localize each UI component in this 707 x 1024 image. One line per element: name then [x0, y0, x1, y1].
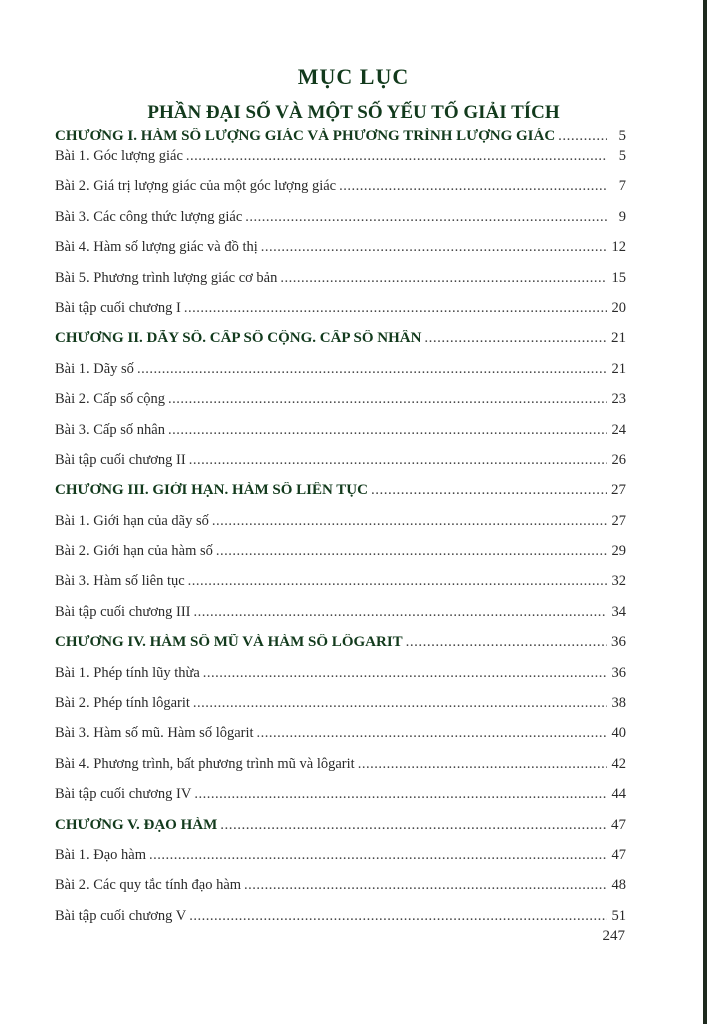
- toc-lesson-entry: [55, 361, 626, 391]
- toc-lesson-entry: [55, 543, 626, 573]
- page-number: 247: [602, 928, 625, 944]
- toc-entry-label: Bài 1. Góc lượng giác: [55, 148, 183, 164]
- toc-entry-page: 51: [611, 907, 626, 924]
- toc-lesson-entry: [55, 604, 626, 634]
- toc-entry-label: Bài 3. Hàm số mũ. Hàm số lôgarit: [55, 725, 254, 742]
- dot-leader: [193, 695, 607, 712]
- dot-leader: [245, 209, 607, 226]
- toc-lesson-entry: [55, 452, 626, 482]
- toc-entry-label: CHƯƠNG V. ĐẠO HÀM: [55, 816, 218, 833]
- toc-entry-page: 21: [611, 330, 626, 347]
- toc-lesson-entry: [55, 148, 626, 178]
- toc-entry-page: 24: [611, 421, 626, 438]
- toc-chapter-entry: [55, 330, 626, 360]
- toc-entry-page: 7: [618, 178, 626, 195]
- dot-leader: [168, 391, 607, 408]
- toc-entry-page: 15: [611, 269, 626, 286]
- toc-entry-page: 5: [618, 128, 626, 144]
- toc-lesson-entry: [55, 725, 626, 755]
- toc-entry-label: Bài 1. Giới hạn của dãy số: [55, 512, 209, 529]
- toc-entry-page: 9: [618, 208, 626, 225]
- dot-leader: [194, 604, 607, 621]
- toc-lesson-entry: [55, 695, 626, 725]
- toc-entry-page: 21: [611, 360, 626, 377]
- toc-entry-label: Bài 2. Cấp số cộng: [55, 391, 165, 408]
- toc-entry-label: Bài 2. Giới hạn của hàm số: [55, 543, 213, 560]
- toc-entry-label: Bài 3. Hàm số liên tục: [55, 573, 185, 590]
- toc-entry-page: 32: [611, 573, 626, 590]
- toc-lesson-entry: [55, 665, 626, 695]
- toc-entry-label: CHƯƠNG III. GIỚI HẠN. HÀM SỐ LIÊN TỤC: [55, 482, 368, 499]
- toc-entry-label: Bài tập cuối chương I: [55, 299, 181, 316]
- toc-entry-label: Bài 4. Phương trình, bất phương trình mũ và lôgarit: [55, 755, 355, 772]
- toc-entry-label: Bài 3. Các công thức lượng giác: [55, 208, 243, 225]
- dot-leader: [244, 877, 607, 894]
- toc-entry-page: 38: [611, 695, 626, 712]
- toc-entry-label: Bài 4. Hàm số lượng giác và đồ thị: [55, 239, 258, 256]
- toc-lesson-entry: [55, 908, 626, 938]
- dot-leader: [424, 330, 607, 347]
- toc-entry-label: Bài 1. Dãy số: [55, 360, 134, 377]
- dot-leader: [184, 300, 607, 317]
- toc-lesson-entry: [55, 300, 626, 330]
- dot-leader: [186, 148, 607, 165]
- toc-entry-label: Bài 1. Đạo hàm: [55, 846, 147, 863]
- toc-lesson-entry: [55, 178, 626, 208]
- toc-entry-label: Bài 5. Phương trình lượng giác cơ bản: [55, 269, 278, 286]
- toc-entry-page: 42: [611, 755, 626, 772]
- toc-lesson-entry: [55, 786, 626, 816]
- toc-entry-page: 36: [611, 634, 626, 651]
- toc-entry-label: CHƯƠNG I. HÀM SỐ LƯỢNG GIÁC VÀ PHƯƠNG TRÌNH LƯỢNG GIÁC: [55, 128, 556, 144]
- toc-entry-label: Bài 2. Giá trị lượng giác của một góc lượng giác: [55, 178, 337, 195]
- toc-entry-label: Bài tập cuối chương II: [55, 451, 186, 468]
- toc-entry-page: 34: [611, 603, 626, 620]
- toc-entry-page: 40: [611, 725, 626, 742]
- section-heading: PHẦN ĐẠI SỐ VÀ MỘT SỐ YẾU TỐ GIẢI TÍCH: [147, 102, 560, 123]
- dot-leader: [212, 513, 607, 530]
- dot-leader: [339, 178, 607, 195]
- dot-leader: [188, 573, 607, 590]
- toc-entry-label: CHƯƠNG IV. HÀM SỐ MŨ VÀ HÀM SỐ LÔGARIT: [55, 634, 403, 651]
- toc-entry-label: Bài 2. Các quy tắc tính đạo hàm: [55, 877, 242, 894]
- page-title: MỤC LỤC: [297, 64, 410, 89]
- toc-lesson-entry: [55, 877, 626, 907]
- toc-chapter-entry: [55, 817, 626, 847]
- toc-lesson-entry: [55, 239, 626, 269]
- dot-leader: [358, 756, 607, 773]
- toc-entry-label: CHƯƠNG II. DÃY SỐ. CẤP SỐ CỘNG. CẤP SỐ NHÂN: [55, 330, 422, 347]
- toc-entry-page: 47: [611, 816, 626, 833]
- dot-leader: [216, 543, 607, 560]
- toc-chapter-entry: [55, 634, 626, 664]
- toc-entry-page: 44: [611, 786, 626, 803]
- toc-entry-page: 5: [618, 148, 626, 164]
- toc-entry-label: Bài 3. Cấp số nhân: [55, 421, 165, 438]
- dot-leader: [137, 361, 607, 378]
- toc-lesson-entry: [55, 573, 626, 603]
- dot-leader: [257, 725, 607, 742]
- dot-leader: [280, 270, 607, 287]
- toc-lesson-entry: [55, 209, 626, 239]
- toc-entry-page: 29: [611, 543, 626, 560]
- toc-entry-page: 48: [611, 877, 626, 894]
- dot-leader: [149, 847, 607, 864]
- toc-entry-label: Bài tập cuối chương V: [55, 907, 187, 924]
- dot-leader: [261, 239, 607, 256]
- toc-chapter-entry: [55, 128, 626, 148]
- toc-chapter-entry: [55, 482, 626, 512]
- toc-lesson-entry: [55, 756, 626, 786]
- toc-entry-label: Bài 2. Phép tính lôgarit: [55, 695, 190, 712]
- toc-entry-page: 27: [611, 512, 626, 529]
- toc-entry-page: 47: [611, 846, 626, 863]
- dot-leader: [406, 634, 607, 651]
- dot-leader: [194, 786, 607, 803]
- dot-leader: [371, 482, 607, 499]
- toc-lesson-entry: [55, 513, 626, 543]
- dot-leader: [558, 128, 607, 145]
- dot-leader: [189, 908, 607, 925]
- dot-leader: [203, 665, 607, 682]
- toc-lesson-entry: [55, 270, 626, 300]
- page-edge: [703, 0, 707, 1024]
- toc-entry-page: 20: [611, 299, 626, 316]
- dot-leader: [220, 817, 607, 834]
- dot-leader: [168, 422, 607, 439]
- toc-entry-label: Bài tập cuối chương III: [55, 603, 191, 620]
- toc-entry-page: 26: [611, 451, 626, 468]
- toc-lesson-entry: [55, 391, 626, 421]
- toc-entry-page: 27: [611, 482, 626, 499]
- toc-lesson-entry: [55, 847, 626, 877]
- toc-entry-page: 23: [611, 391, 626, 408]
- toc-entry-label: Bài tập cuối chương IV: [55, 786, 192, 803]
- dot-leader: [189, 452, 607, 469]
- toc-lesson-entry: [55, 422, 626, 452]
- toc-entry-label: Bài 1. Phép tính lũy thừa: [55, 664, 200, 681]
- table-of-contents: [55, 128, 626, 938]
- toc-entry-page: 36: [611, 664, 626, 681]
- toc-entry-page: 12: [611, 239, 626, 256]
